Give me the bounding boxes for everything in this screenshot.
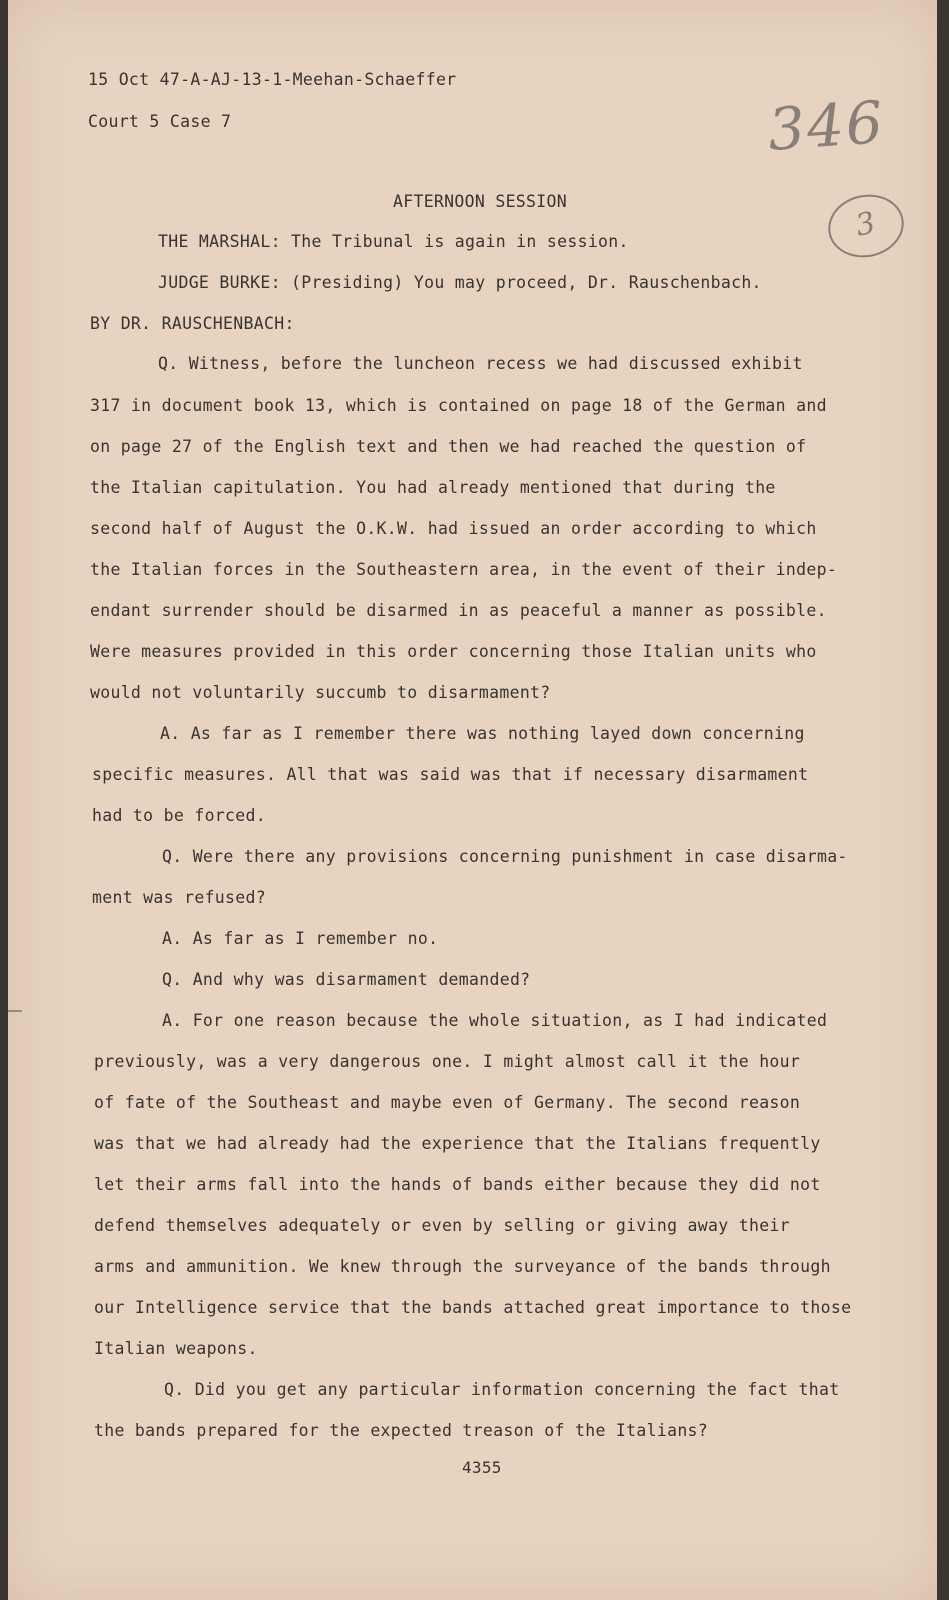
transcript-line: defend themselves adequately or even by selling or giving away their bbox=[94, 1216, 790, 1235]
transcript-line: Q. And why was disarmament demanded? bbox=[162, 970, 531, 989]
transcript-line: ment was refused? bbox=[92, 888, 266, 907]
session-title: AFTERNOON SESSION bbox=[393, 192, 567, 211]
transcript-line: A. As far as I remember there was nothing layed down concerning bbox=[160, 724, 805, 743]
transcript-line: Q. Witness, before the luncheon recess we had discussed exhibit bbox=[158, 354, 803, 373]
transcript-line: 317 in document book 13, which is contained on page 18 of the German and bbox=[90, 396, 827, 415]
transcript-line: JUDGE BURKE: (Presiding) You may proceed, Dr. Rauschenbach. bbox=[158, 273, 762, 292]
header-court: Court 5 Case 7 bbox=[88, 112, 232, 131]
transcript-line: specific measures. All that was said was that if necessary disarmament bbox=[92, 765, 809, 784]
fold-mark bbox=[8, 1010, 22, 1012]
header-reference: 15 Oct 47-A-AJ-13-1-Meehan-Schaeffer bbox=[88, 70, 457, 89]
transcript-line: A. For one reason because the whole situation, as I had indicated bbox=[162, 1011, 828, 1030]
transcript-line: had to be forced. bbox=[92, 806, 266, 825]
transcript-line: THE MARSHAL: The Tribunal is again in session. bbox=[158, 232, 629, 251]
transcript-line: A. As far as I remember no. bbox=[162, 929, 439, 948]
transcript-line: previously, was a very dangerous one. I might almost call it the hour bbox=[94, 1052, 801, 1071]
transcript-line: was that we had already had the experience that the Italians frequently bbox=[94, 1134, 821, 1153]
transcript-line: on page 27 of the English text and then we had reached the question of bbox=[90, 437, 807, 456]
transcript-line: BY DR. RAUSCHENBACH: bbox=[90, 314, 295, 333]
transcript-line: second half of August the O.K.W. had issued an order according to which bbox=[90, 519, 817, 538]
transcript-line: the Italian forces in the Southeastern area, in the event of their indep- bbox=[90, 560, 838, 579]
page-number: 4355 bbox=[462, 1458, 502, 1477]
circled-handwritten-mark: 3 bbox=[822, 188, 909, 264]
transcript-line: Q. Were there any provisions concerning punishment in case disarma- bbox=[162, 847, 848, 866]
transcript-line: our Intelligence service that the bands attached great importance to those bbox=[94, 1298, 852, 1317]
transcript-line: the Italian capitulation. You had already mentioned that during the bbox=[90, 478, 776, 497]
document-page bbox=[8, 0, 937, 1600]
transcript-line: arms and ammunition. We knew through the surveyance of the bands through bbox=[94, 1257, 831, 1276]
handwritten-folio-number: 346 bbox=[765, 88, 887, 164]
transcript-line: of fate of the Southeast and maybe even of Germany. The second reason bbox=[94, 1093, 801, 1112]
transcript-line: Were measures provided in this order concerning those Italian units who bbox=[90, 642, 817, 661]
transcript-line: Q. Did you get any particular information concerning the fact that bbox=[164, 1380, 840, 1399]
transcript-line: let their arms fall into the hands of bands either because they did not bbox=[94, 1175, 821, 1194]
transcript-line: would not voluntarily succumb to disarmament? bbox=[90, 683, 551, 702]
transcript-line: Italian weapons. bbox=[94, 1339, 258, 1358]
transcript-line: the bands prepared for the expected treason of the Italians? bbox=[94, 1421, 709, 1440]
transcript-line: endant surrender should be disarmed in as peaceful a manner as possible. bbox=[90, 601, 827, 620]
